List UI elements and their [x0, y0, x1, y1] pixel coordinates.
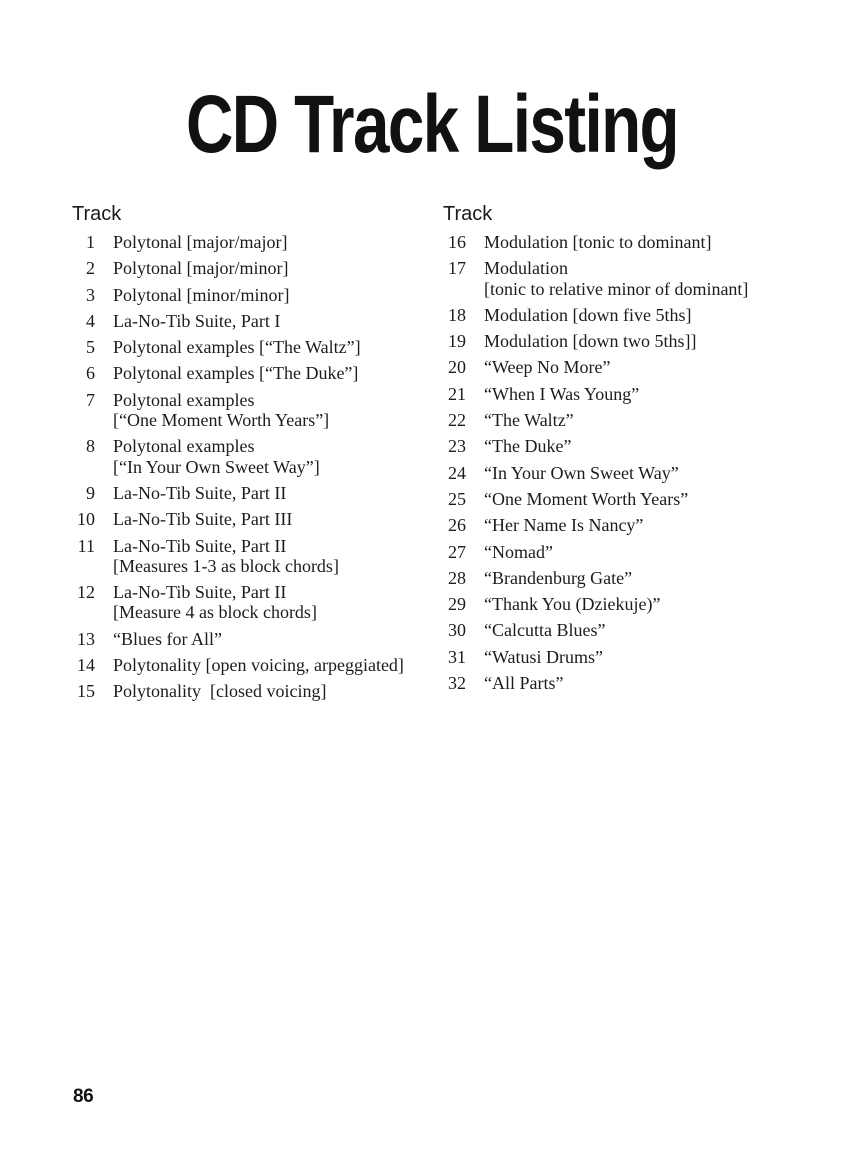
track-row	[72, 536, 443, 577]
track-title	[113, 436, 320, 477]
track-number: 9	[86, 482, 95, 503]
track-number: 21	[448, 383, 466, 404]
track-title	[113, 390, 329, 431]
track-row	[443, 463, 834, 483]
track-row	[72, 363, 443, 383]
track-row	[72, 436, 443, 477]
track-title-line: [Measure 4 as block chords]	[113, 602, 317, 623]
track-title-line: [Measures 1-3 as block chords]	[113, 555, 339, 576]
track-title	[113, 582, 317, 623]
track-title	[484, 568, 632, 588]
track-title	[484, 647, 603, 667]
track-number: 19	[448, 331, 466, 352]
track-title	[484, 673, 563, 693]
track-number: 12	[77, 582, 95, 603]
track-number: 20	[448, 357, 466, 378]
track-title-line: Polytonality [open voicing, arpeggiated]	[113, 655, 404, 676]
track-row	[72, 232, 443, 252]
track-title-line: “Watusi Drums”	[484, 646, 604, 667]
track-title	[484, 463, 679, 483]
track-row	[72, 311, 443, 331]
track-number: 3	[86, 284, 95, 305]
track-list-right	[443, 232, 834, 693]
track-title	[113, 629, 222, 649]
track-number: 14	[77, 655, 95, 676]
track-row	[443, 436, 834, 456]
track-title-line: [“One Moment Worth Years”]	[113, 410, 330, 431]
track-row	[443, 232, 834, 252]
track-title-line: “Calcutta Blues”	[484, 620, 606, 641]
track-number: 6	[86, 363, 95, 384]
track-row	[72, 258, 443, 278]
track-number: 26	[448, 515, 466, 536]
track-number: 27	[448, 541, 466, 562]
track-row	[443, 410, 834, 430]
track-number: 24	[448, 462, 466, 483]
track-title	[113, 232, 287, 252]
column-header-track: Track	[72, 203, 122, 225]
track-number: 8	[86, 436, 95, 457]
track-number: 32	[448, 673, 466, 694]
track-title	[484, 357, 611, 377]
track-row	[72, 337, 443, 357]
track-title-line: La-No-Tib Suite, Part III	[113, 509, 293, 530]
track-number: 25	[448, 488, 466, 509]
track-number: 16	[448, 232, 466, 252]
track-title-line: Polytonal [minor/minor]	[113, 284, 290, 305]
track-title	[484, 436, 571, 456]
track-row	[72, 655, 443, 675]
track-title	[113, 655, 404, 675]
track-title-line: Polytonality [closed voicing]	[113, 681, 327, 702]
track-title-line: “Thank You (Dziekuje)”	[484, 594, 661, 615]
track-title	[484, 384, 639, 404]
track-title-line: “All Parts”	[484, 673, 564, 694]
track-row	[443, 515, 834, 535]
page-number: 86	[73, 1086, 94, 1107]
track-row	[72, 285, 443, 305]
track-row	[443, 620, 834, 640]
track-title	[113, 285, 289, 305]
track-number: 10	[77, 509, 95, 530]
track-title	[113, 483, 286, 503]
track-title-line: Polytonal [major/major]	[113, 232, 288, 252]
track-number: 18	[448, 304, 466, 325]
track-title-line: “The Waltz”	[484, 410, 574, 431]
track-title-line: Polytonal [major/minor]	[113, 258, 289, 279]
track-title-line: “The Duke”	[484, 436, 572, 457]
track-title-line: “Brandenburg Gate”	[484, 567, 633, 588]
track-title-line: Modulation [tonic to dominant]	[484, 232, 712, 252]
track-title-line: Modulation [down two 5ths]]	[484, 331, 697, 352]
track-title	[484, 620, 605, 640]
track-number: 15	[77, 681, 95, 702]
track-list-left	[72, 232, 443, 702]
track-row	[443, 258, 834, 299]
track-row	[443, 384, 834, 404]
track-title-line: [“In Your Own Sweet Way”]	[113, 456, 320, 477]
track-title-line: “Weep No More”	[484, 357, 611, 378]
track-title	[484, 542, 553, 562]
track-number: 7	[86, 389, 95, 410]
track-number: 29	[448, 594, 466, 615]
track-title	[113, 258, 288, 278]
track-title-line: “Her Name Is Nancy”	[484, 515, 644, 536]
track-title-line: Polytonal examples	[113, 389, 255, 410]
track-title	[113, 337, 361, 357]
track-title	[484, 258, 748, 299]
track-title	[484, 515, 643, 535]
track-row	[72, 629, 443, 649]
track-row	[72, 390, 443, 431]
track-title-line: “When I Was Young”	[484, 383, 640, 404]
track-title-line: Polytonal examples [“The Waltz”]	[113, 337, 361, 358]
track-title-line: Modulation [down five 5ths]	[484, 304, 692, 325]
track-title-line: “Blues for All”	[113, 628, 222, 649]
track-number: 1	[86, 232, 95, 252]
track-title-line: La-No-Tib Suite, Part I	[113, 310, 281, 331]
track-row	[72, 681, 443, 701]
track-row	[443, 305, 834, 325]
track-title-line: Polytonal examples [“The Duke”]	[113, 363, 359, 384]
track-title	[484, 305, 691, 325]
track-title	[484, 489, 688, 509]
track-title	[113, 536, 339, 577]
track-title-line: La-No-Tib Suite, Part II	[113, 535, 287, 556]
track-row	[443, 357, 834, 377]
track-row	[443, 331, 834, 351]
track-number: 4	[86, 310, 95, 331]
track-row	[443, 673, 834, 693]
column-header-track: Track	[443, 203, 493, 225]
track-title	[484, 594, 660, 614]
track-title-line: La-No-Tib Suite, Part II	[113, 582, 287, 603]
track-title-line: “In Your Own Sweet Way”	[484, 462, 679, 483]
track-number: 30	[448, 620, 466, 641]
track-row	[443, 594, 834, 614]
track-number: 31	[448, 646, 466, 667]
track-number: 11	[77, 535, 95, 556]
track-number: 28	[448, 567, 466, 588]
track-column-right	[443, 203, 834, 708]
track-title-line: “One Moment Worth Years”	[484, 488, 689, 509]
track-row	[72, 582, 443, 623]
track-row	[443, 542, 834, 562]
track-title-line: La-No-Tib Suite, Part II	[113, 482, 287, 503]
track-number: 17	[448, 258, 466, 279]
track-title	[484, 232, 711, 252]
track-row	[443, 568, 834, 588]
track-title	[113, 311, 280, 331]
track-number: 22	[448, 410, 466, 431]
track-title	[484, 331, 696, 351]
page-title: CD Track Listing	[185, 79, 679, 170]
track-title	[113, 363, 358, 383]
track-row	[443, 489, 834, 509]
track-row	[72, 483, 443, 503]
track-column-left	[72, 203, 443, 708]
track-row	[72, 509, 443, 529]
track-title	[113, 509, 292, 529]
track-title-line: [tonic to relative minor of dominant]	[484, 278, 749, 299]
track-title	[113, 681, 326, 701]
track-title-line: “Nomad”	[484, 541, 553, 562]
track-title-line: Modulation	[484, 258, 568, 279]
track-number: 13	[77, 628, 95, 649]
track-number: 5	[86, 337, 95, 358]
track-row	[443, 647, 834, 667]
track-title	[484, 410, 574, 430]
track-columns	[72, 203, 834, 708]
track-title-line: Polytonal examples	[113, 436, 255, 457]
track-number: 2	[86, 258, 95, 279]
track-number: 23	[448, 436, 466, 457]
